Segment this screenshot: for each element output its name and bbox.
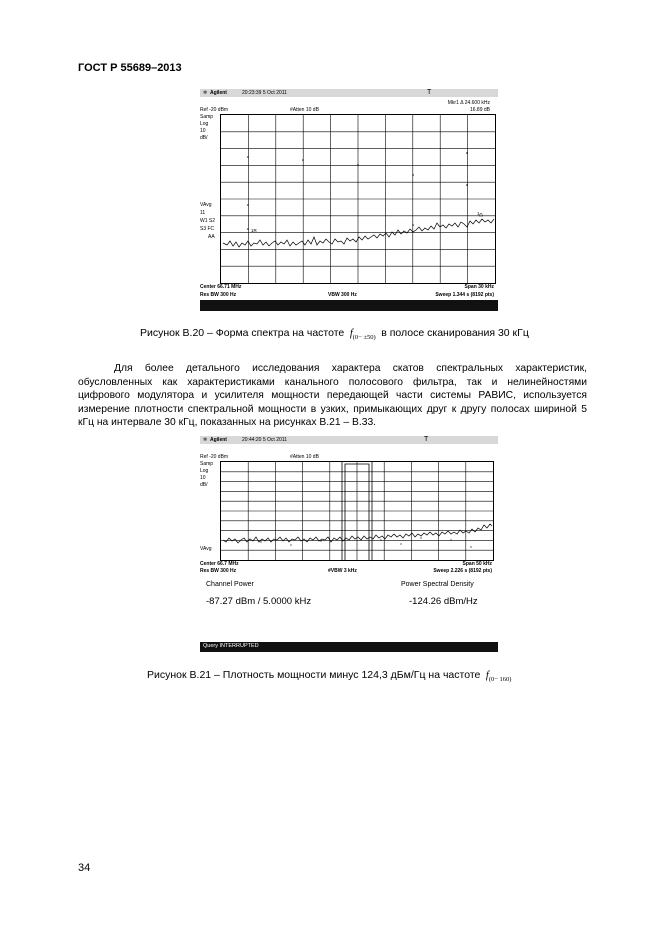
figure2-caption [147, 669, 511, 683]
attenuation-2: #Atten 10 dB [290, 454, 319, 460]
datetime-label-2: 20:44:20 5 Oct 2011 [242, 437, 287, 443]
ref-level-2: Ref -20 dBm [200, 454, 229, 460]
sweep-2: Sweep 2.226 s (8192 pts) [433, 568, 492, 574]
psd-value: -124.26 dBm/Hz [409, 596, 478, 607]
brand-label: Agilent [210, 90, 227, 96]
res-bw: Res BW 300 Hz [200, 292, 237, 298]
center-freq: Center 66.71 MHz [200, 284, 242, 290]
page-number: 34 [78, 862, 91, 874]
attenuation: #Atten 10 dB [290, 107, 319, 113]
left-label-unit-2: dB/ [200, 482, 208, 488]
caption2-formula [483, 670, 512, 684]
res-bw-2: Res BW 300 Hz [200, 568, 237, 574]
marker-1: 1 [477, 211, 480, 216]
vavg-label: VAvg [200, 202, 212, 208]
left-label-log: Log [200, 121, 209, 127]
vavg-aa: AA [208, 234, 215, 240]
paragraph-line-5: кГц на интервале 30 кГц, показанных на рисунках В.21 – В.33. [78, 417, 377, 429]
vavg-w1s2: W1 S2 [200, 218, 216, 224]
analyzer-top-bar-2 [200, 436, 498, 444]
span-2: Span 50 kHz [462, 561, 492, 567]
caption1-text-before: Рисунок В.20 – Форма спектра на частоте [140, 327, 345, 339]
vavg-label-2: VAvg [200, 546, 212, 552]
marker-label: Mkr1 Δ 24.600 kHz [447, 100, 490, 106]
brand-label-2: Agilent [210, 437, 227, 443]
marker-value: 16.89 dB [469, 107, 490, 113]
caption2-text-before: Рисунок В.21 – Плотность мощности минус 124,3 дБм/Гц на частоте [147, 669, 481, 681]
caption2-formula-sub: (0− 160) [488, 676, 512, 684]
span: Span 30 kHz [464, 284, 494, 290]
caption1-formula-f: f [349, 328, 353, 339]
trace-indicator: T [427, 89, 432, 96]
analyzer-status-bar [200, 300, 498, 311]
analyzer-status-bar-2 [200, 642, 498, 652]
caption1-formula [347, 328, 378, 342]
sweep: Sweep 1.344 s (8192 pts) [435, 292, 494, 298]
paragraph-line-4: измерение плотности спектральной мощности в узких, примыкающих друг к другу полосах шириной 5 [78, 403, 587, 415]
channel-power-label: Channel Power [206, 581, 254, 588]
paragraph-line-1: Для более детального исследования характера скатов спектральных характеристик, [114, 363, 587, 374]
left-label-scale-2: 10 [200, 475, 206, 481]
spectrum-trace-1 [223, 219, 494, 247]
left-label-unit: dB/ [200, 135, 208, 141]
vbw: VBW 300 Hz [328, 292, 357, 298]
left-label-scale: 10 [200, 128, 206, 134]
spectrum-plot-2 [220, 461, 494, 561]
status-message: Query INTERRUPTED [203, 643, 259, 649]
agilent-logo-icon: ✲ [203, 90, 208, 96]
body-paragraph [78, 362, 587, 430]
vavg-count: 11 [200, 210, 206, 216]
trace-indicator-2: T [424, 436, 429, 443]
spectrum-screenshot-2 [200, 436, 498, 652]
caption1-text-after: в полосе сканирования 30 кГц [381, 327, 529, 339]
document-header: ГОСТ Р 55689–2013 [78, 62, 182, 74]
channel-power-value: -87.27 dBm / 5.0000 kHz [206, 596, 312, 607]
left-label-log-2: Log [200, 468, 209, 474]
left-label-samp-2: Samp [200, 461, 214, 467]
vavg-s3fc: S3 FC [200, 226, 215, 232]
caption1-formula-sub: (0− ±50) [352, 334, 376, 342]
analyzer-top-bar [200, 89, 498, 97]
datetime-label: 20:23:39 5 Oct 2011 [242, 90, 287, 96]
spectrum-plot-1 [220, 114, 496, 284]
marker-1r: 1R [251, 228, 257, 233]
paragraph-line-2: обусловленных как характеристиками канального полосового фильтра, так и нелинейностями [78, 376, 587, 388]
ref-level: Ref -20 dBm [200, 107, 229, 113]
agilent-logo-icon-2: ✲ [203, 437, 208, 443]
center-freq-2: Center 66.7 MHz [200, 561, 239, 567]
figure1-caption [140, 327, 529, 341]
vbw-2: #VBW 3 kHz [328, 568, 357, 574]
spectrum-screenshot-1 [200, 89, 498, 311]
left-label-samp: Samp [200, 114, 214, 120]
paragraph-line-3: цифрового модулятора и усилителя мощности передающей части системы РАВИС, используется [78, 390, 587, 402]
psd-label: Power Spectral Density [401, 581, 474, 588]
caption2-formula-f: f [485, 670, 489, 681]
